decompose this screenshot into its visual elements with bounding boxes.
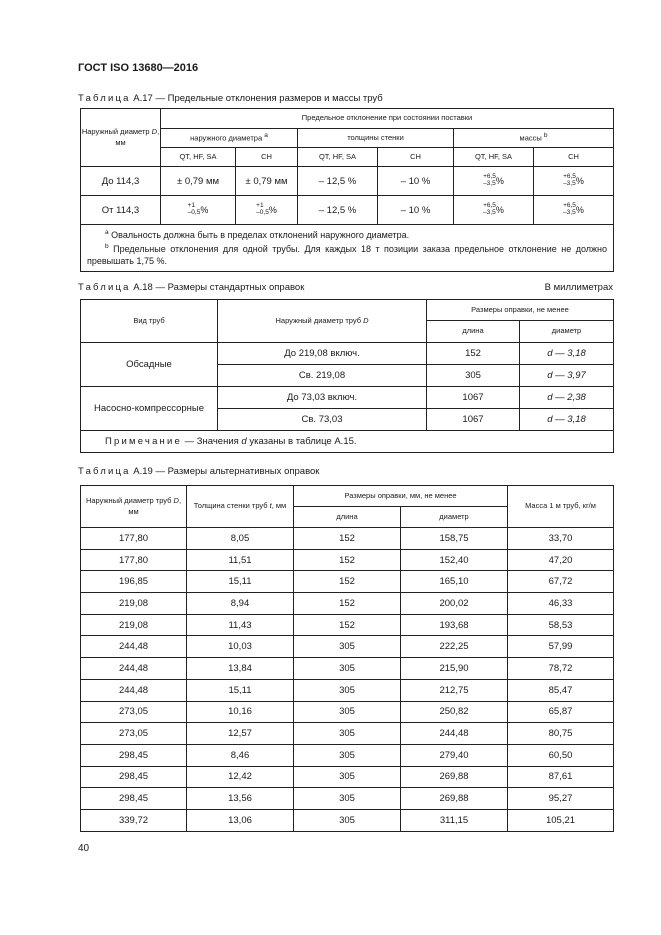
cell: Св. 73,03: [218, 409, 427, 431]
cell: +6,5 –3,5%: [534, 196, 614, 225]
cell: 305: [294, 809, 401, 831]
cell: +1 –0,5%: [236, 196, 298, 225]
table-row: [81, 343, 614, 365]
cell: ± 0,79 мм: [236, 167, 298, 196]
table-row: [81, 636, 614, 658]
cell: 269,88: [401, 766, 508, 788]
cell: +6,5 –3,5%: [534, 167, 614, 196]
cell: 15,11: [187, 679, 294, 701]
cond-header: CH: [534, 148, 614, 167]
table-a19: [80, 485, 614, 832]
cond-header: QT, HF, SA: [454, 148, 534, 167]
cell: 298,45: [81, 788, 187, 810]
cell: 152: [294, 528, 401, 550]
cell: 250,82: [401, 701, 508, 723]
cell: +1 –0,5%: [161, 196, 236, 225]
cond-header: CH: [236, 148, 298, 167]
table-a17-caption: [78, 93, 383, 104]
cell: 152: [294, 571, 401, 593]
cell: 13,84: [187, 658, 294, 680]
row-label: До 114,3: [81, 167, 161, 196]
caption-prefix: Таблица: [78, 93, 131, 104]
units-label: В миллиметрах: [544, 282, 613, 293]
cell: 305: [294, 744, 401, 766]
cell: 8,94: [187, 593, 294, 615]
cell: 152: [294, 549, 401, 571]
cell: 47,20: [508, 549, 614, 571]
cell: 305: [294, 658, 401, 680]
cell: 215,90: [401, 658, 508, 680]
cell: 152: [427, 343, 520, 365]
cell: 222,25: [401, 636, 508, 658]
table-row: [81, 809, 614, 831]
cell: 212,75: [401, 679, 508, 701]
cell: 85,47: [508, 679, 614, 701]
footnote-mark-b: b: [543, 132, 548, 140]
table-note: Примечание — Значения d указаны в таблице А.15.: [81, 431, 614, 453]
subheader-diameter: диаметр: [401, 507, 508, 528]
caption-prefix: Таблица: [78, 466, 131, 477]
cell: 165,10: [401, 571, 508, 593]
cond-header: QT, HF, SA: [298, 148, 378, 167]
cell: 152: [294, 614, 401, 636]
cell: 177,80: [81, 528, 187, 550]
footnote-b: $^b$ Предельные отклонения для одной трубы. Для каждых 18 т позиции заказа предельное отклонение не должно превышать 1,75 %.: [87, 242, 607, 267]
document-header: ГОСТ ISO 13680—2016: [78, 62, 199, 74]
col-header-wall: Толщина стенки труб t, мм: [187, 486, 294, 528]
footnote-mark-a: a: [264, 132, 268, 140]
cell: 305: [294, 766, 401, 788]
cell: 273,05: [81, 701, 187, 723]
cell: До 219,08 включ.: [218, 343, 427, 365]
table-row: [81, 167, 614, 196]
cell: 10,03: [187, 636, 294, 658]
cell: ± 0,79 мм: [161, 167, 236, 196]
subheader-length: длина: [294, 507, 401, 528]
cell: 1067: [427, 387, 520, 409]
type-cell: Насосно-компрессорные: [81, 387, 218, 431]
cell: – 10 %: [378, 167, 454, 196]
cell: 152: [294, 593, 401, 615]
cell: 60,50: [508, 744, 614, 766]
cell: 311,15: [401, 809, 508, 831]
cell: 177,80: [81, 549, 187, 571]
cell: 46,33: [508, 593, 614, 615]
cell: 244,48: [81, 658, 187, 680]
cell: 152,40: [401, 549, 508, 571]
cell: 11,51: [187, 549, 294, 571]
cell: 8,05: [187, 528, 294, 550]
cond-header: CH: [378, 148, 454, 167]
subheader-wall: толщины стенки: [298, 129, 454, 148]
cell: 95,27: [508, 788, 614, 810]
table-a19-caption: [78, 466, 319, 477]
cell: 80,75: [508, 723, 614, 745]
group-header: Размеры оправки, не менее: [427, 300, 614, 321]
table-row: [81, 196, 614, 225]
cell: 244,48: [401, 723, 508, 745]
col-header-mass: Масса 1 м труб, кг/м: [508, 486, 614, 528]
subheader-diameter: диаметр: [520, 321, 614, 343]
cell: 158,75: [401, 528, 508, 550]
table-row: [81, 593, 614, 615]
cell: 305: [427, 365, 520, 387]
cell: – 12,5 %: [298, 167, 378, 196]
cell: 219,08: [81, 614, 187, 636]
cell: 269,88: [401, 788, 508, 810]
cell: 339,72: [81, 809, 187, 831]
cell: 13,06: [187, 809, 294, 831]
cell: 298,45: [81, 744, 187, 766]
cell: d — 3,18: [520, 409, 614, 431]
cell: 1067: [427, 409, 520, 431]
table-a18-caption: [78, 282, 304, 293]
cell: 219,08: [81, 593, 187, 615]
cell: 279,40: [401, 744, 508, 766]
cell: 87,61: [508, 766, 614, 788]
table-a18: [80, 299, 614, 453]
cell: 298,45: [81, 766, 187, 788]
table-row: [81, 528, 614, 550]
cell: 15,11: [187, 571, 294, 593]
cell: 305: [294, 788, 401, 810]
page-number: 40: [78, 843, 90, 854]
cell: 67,72: [508, 571, 614, 593]
subheader-diameter: наружного диаметра a: [161, 129, 298, 148]
caption-text: А.17 — Предельные отклонения размеров и массы труб: [133, 93, 383, 104]
cell: 305: [294, 679, 401, 701]
cell: 11,43: [187, 614, 294, 636]
cell: +6,5 –3,5%: [454, 196, 534, 225]
table-row: [81, 658, 614, 680]
cell: 273,05: [81, 723, 187, 745]
cell: 57,99: [508, 636, 614, 658]
table-a17: [80, 108, 614, 272]
cell: +6,5 –3,5%: [454, 167, 534, 196]
col-header-type: Вид труб: [81, 300, 218, 343]
cell: 196,85: [81, 571, 187, 593]
cond-header: QT, HF, SA: [161, 148, 236, 167]
cell: 105,21: [508, 809, 614, 831]
row-label: От 114,3: [81, 196, 161, 225]
table-row: [81, 744, 614, 766]
table-row: [81, 571, 614, 593]
cell: 33,70: [508, 528, 614, 550]
cell: 8,46: [187, 744, 294, 766]
caption-text: А.19 — Размеры альтернативных оправок: [133, 466, 320, 477]
cell: 200,02: [401, 593, 508, 615]
table-footnotes: [81, 225, 614, 272]
cell: Св. 219,08: [218, 365, 427, 387]
table-row: [81, 701, 614, 723]
type-cell: Обсадные: [81, 343, 218, 387]
cell: – 10 %: [378, 196, 454, 225]
cell: 78,72: [508, 658, 614, 680]
cell: d — 3,18: [520, 343, 614, 365]
cell: 13,56: [187, 788, 294, 810]
table-row: [81, 788, 614, 810]
table-row: [81, 766, 614, 788]
group-header: Предельное отклонение при состоянии поставки: [161, 109, 614, 129]
caption-text: А.18 — Размеры стандартных оправок: [133, 282, 305, 293]
cell: До 73,03 включ.: [218, 387, 427, 409]
table-row: [81, 679, 614, 701]
footnote-a: $^a$ Овальность должна быть в пределах отклонений наружного диаметра.: [105, 229, 410, 240]
cell: 10,16: [187, 701, 294, 723]
cell: d — 3,97: [520, 365, 614, 387]
cell: 193,68: [401, 614, 508, 636]
table-row: [81, 387, 614, 409]
col-header-diameter: Наружный диаметр труб D: [218, 300, 427, 343]
table-row: [81, 723, 614, 745]
cell: 58,53: [508, 614, 614, 636]
cell: 244,48: [81, 679, 187, 701]
col-header-diameter: Наружный диаметр труб D, мм: [81, 486, 187, 528]
col-header-diameter: Наружный диаметр D, мм: [81, 109, 161, 167]
caption-prefix: Таблица: [78, 282, 131, 293]
cell: d — 2,38: [520, 387, 614, 409]
subheader-length: длина: [427, 321, 520, 343]
cell: – 12,5 %: [298, 196, 378, 225]
cell: 244,48: [81, 636, 187, 658]
cell: 305: [294, 701, 401, 723]
cell: 305: [294, 723, 401, 745]
group-header: Размеры оправки, мм, не менее: [294, 486, 508, 507]
cell: 12,42: [187, 766, 294, 788]
subheader-mass: массы b: [454, 129, 614, 148]
cell: 305: [294, 636, 401, 658]
cell: 65,87: [508, 701, 614, 723]
table-row: [81, 614, 614, 636]
table-row: [81, 549, 614, 571]
cell: 12,57: [187, 723, 294, 745]
